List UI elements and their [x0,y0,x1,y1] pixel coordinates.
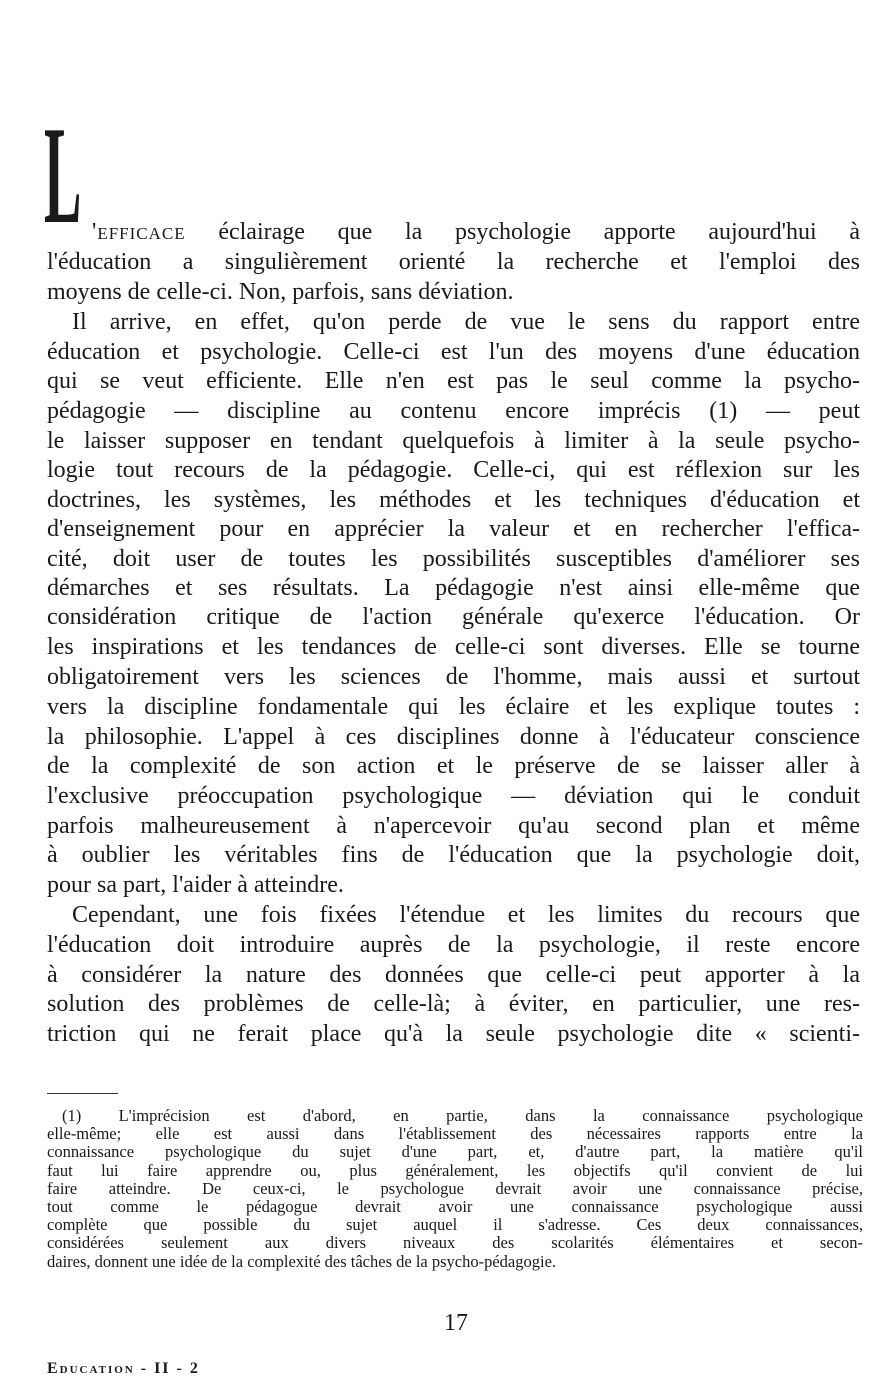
text-line: doctrines, les systèmes, les méthodes et les techniques d'éducation et [47,487,860,513]
text-line: Il arrive, en effet, qu'on perde de vue le sens du rapport entre [72,309,860,335]
text-line: pédagogie — discipline au contenu encore imprécis (1) — peut [47,398,860,424]
page-number: 17 [444,1310,468,1336]
text-line: parfois malheureusement à n'apercevoir qu'au second plan et même [47,813,860,839]
text-line: démarches et ses résultats. La pédagogie n'est ainsi elle-même que [47,575,860,601]
footnote-line: elle-même; elle est aussi dans l'établissement des nécessaires rapports entre la [47,1124,863,1144]
footnote-line: considérées seulement aux divers niveaux des scolarités élémentaires et secon- [47,1233,863,1253]
footnote-line: faut lui faire apprendre ou, plus généralement, les objectifs qu'il convient de lui [47,1160,863,1180]
footnote-line: daires, donnent une idée de la complexité des tâches de la psycho-pédagogie. [47,1251,557,1271]
drop-cap: L [44,120,82,232]
text-line: les inspirations et les tendances de celle-ci sont diverses. Elle se tourne [47,634,860,660]
text-line [92,218,860,246]
text-line: cité, doit user de toutes les possibilités susceptibles d'améliorer ses [47,546,860,572]
text-line: d'enseignement pour en apprécier la valeur et en rechercher l'effica- [47,516,860,542]
text-line: à considérer la nature des données que celle-ci peut apporter à la [47,962,860,988]
text-line: considération critique de l'action générale qu'exerce l'éducation. Or [47,604,860,630]
text-line: qui se veut efficiente. Elle n'en est pas le seul comme la psycho- [47,368,860,394]
text-line: l'éducation a singulièrement orienté la recherche et l'emploi des [47,249,860,275]
text-line: triction qui ne ferait place qu'à la seule psychologie dite « scienti- [47,1021,860,1047]
text-line: logie tout recours de la pédagogie. Celle-ci, qui est réflexion sur les [47,457,860,483]
first-word: 'efficace [92,219,186,245]
text-line: pour sa part, l'aider à atteindre. [47,872,344,898]
footnote-line: complète que possible du sujet auquel il s'adresse. Ces deux connaissances, [47,1215,863,1235]
footnote-divider [47,1093,118,1094]
text-line: l'exclusive préoccupation psychologique — déviation qui le conduit [47,783,860,809]
text-line: l'éducation doit introduire auprès de la psychologie, il reste encore [47,932,860,958]
printer-signature: Education - II - 2 [47,1360,200,1377]
text-line: moyens de celle-ci. Non, parfois, sans déviation. [47,279,514,305]
text-line: solution des problèmes de celle-là; à éviter, en particulier, une res- [47,991,860,1017]
text-line: la philosophie. L'appel à ces disciplines donne à l'éducateur conscience [47,724,860,750]
text-line: à oublier les véritables fins de l'éducation que la psychologie doit, [47,842,860,868]
text-line: éducation et psychologie. Celle-ci est l'un des moyens d'une éducation [47,339,860,365]
footnote-line: tout comme le pédagogue devrait avoir une connaissance psychologique aussi [47,1197,863,1216]
text-line: Cependant, une fois fixées l'étendue et les limites du recours que [72,902,860,928]
text-line: vers la discipline fondamentale qui les éclaire et les explique toutes : [47,694,860,720]
footnote-line: connaissance psychologique du sujet d'une part, et, d'autre part, la matière qu'il [47,1142,863,1162]
line-text: éclairage que la psychologie apporte aujourd'hui à [185,219,860,245]
text-line: obligatoirement vers les sciences de l'homme, mais aussi et surtout [47,664,860,690]
footnote-line: faire atteindre. De ceux-ci, le psychologue devrait avoir une connaissance précise, [47,1178,863,1198]
footnote-line: (1) L'imprécision est d'abord, en partie, dans la connaissance psychologique [62,1106,863,1125]
text-line: de la complexité de son action et le préserve de se laisser aller à [47,753,860,779]
text-line: le laisser supposer en tendant quelquefois à limiter à la seule psycho- [47,428,860,454]
